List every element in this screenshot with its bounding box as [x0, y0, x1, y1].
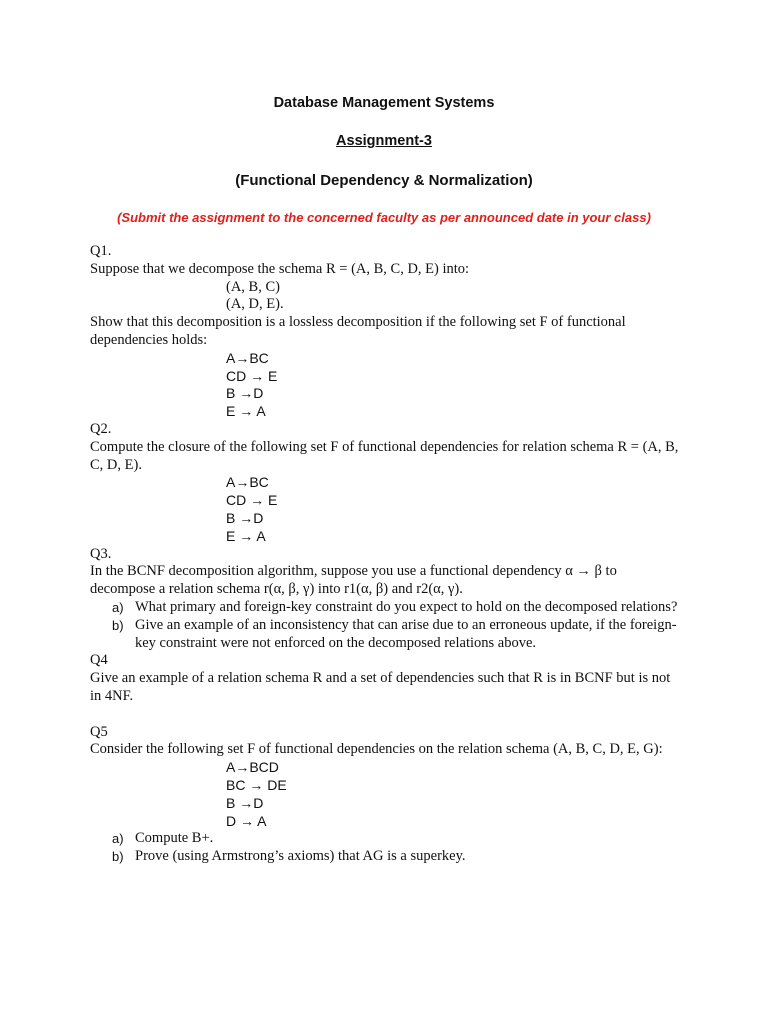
functional-dependency: CD → E: [226, 492, 278, 509]
document-title: Database Management Systems: [273, 95, 495, 111]
question-intro: In the BCNF decomposition algorithm, suppose you use a functional dependency α → β to decompose a relation schema r(α, β, γ) into r1(α, β) and r2(α, γ).: [90, 563, 617, 598]
decomposition-relation: (A, D, E).: [226, 296, 284, 313]
question-label: Q1.: [90, 243, 112, 259]
question-2: [90, 421, 680, 546]
list-item-text: Give an example of an inconsistency that can arise due to an erroneous update, if the foreign-key constraint were not enforced on the decomposed relations above.: [135, 616, 677, 651]
assignment-heading: Assignment-3: [336, 133, 432, 149]
functional-dependency: B →D: [226, 509, 264, 526]
spacer: [90, 706, 680, 724]
question-1: [90, 243, 680, 421]
functional-dependency: B →D: [226, 385, 264, 402]
functional-dependency: B →D: [226, 794, 264, 811]
functional-dependency: A→BCD: [226, 759, 279, 776]
question-text: Compute the closure of the following set F of functional dependencies for relation schema R = (A, B, C, D, E).: [90, 438, 679, 473]
question-label: Q4: [90, 652, 108, 669]
list-marker: b): [112, 849, 124, 865]
question-3: [90, 546, 680, 653]
question-intro: Suppose that we decompose the schema R = (A, B, C, D, E) into:: [90, 260, 470, 277]
functional-dependency: CD → E: [226, 367, 278, 384]
list-item: [90, 617, 680, 653]
list-item-text: Prove (using Armstrong’s axioms) that AG is a superkey.: [135, 848, 466, 865]
questions-body: [90, 243, 680, 866]
list-item: [90, 848, 680, 866]
list-item-text: Compute B+.: [135, 830, 214, 847]
functional-dependency: E → A: [226, 527, 266, 544]
list-item-text: What primary and foreign-key constraint do you expect to hold on the decomposed relations?: [135, 598, 678, 615]
question-text: Give an example of a relation schema R and a set of dependencies such that R is in BCNF but is not in 4NF.: [90, 670, 671, 704]
list-marker: a): [112, 599, 124, 615]
submission-note: (Submit the assignment to the concerned faculty as per announced date in your class): [117, 210, 651, 225]
question-text: Consider the following set F of functional dependencies on the relation schema (A, B, C, D, E, G):: [90, 741, 663, 758]
question-label: Q3.: [90, 545, 112, 562]
question-label: Q2.: [90, 420, 112, 437]
list-marker: b): [112, 617, 124, 633]
functional-dependency: A→BC: [226, 474, 269, 491]
question-4: [90, 652, 680, 705]
functional-dependency: D → A: [226, 812, 267, 829]
functional-dependency: A→BC: [226, 349, 269, 366]
question-5: [90, 724, 680, 866]
list-item: [90, 599, 680, 617]
list-item: [90, 830, 680, 848]
list-marker: a): [112, 831, 124, 847]
functional-dependency: BC → DE: [226, 776, 287, 793]
question-text: Show that this decomposition is a lossless decomposition if the following set F of functional dependencies holds:: [90, 314, 626, 348]
decomposition-relation: (A, B, C): [226, 278, 280, 295]
assignment-subtitle: (Functional Dependency & Normalization): [235, 172, 533, 189]
functional-dependency: E → A: [226, 403, 266, 420]
question-label: Q5: [90, 723, 108, 740]
